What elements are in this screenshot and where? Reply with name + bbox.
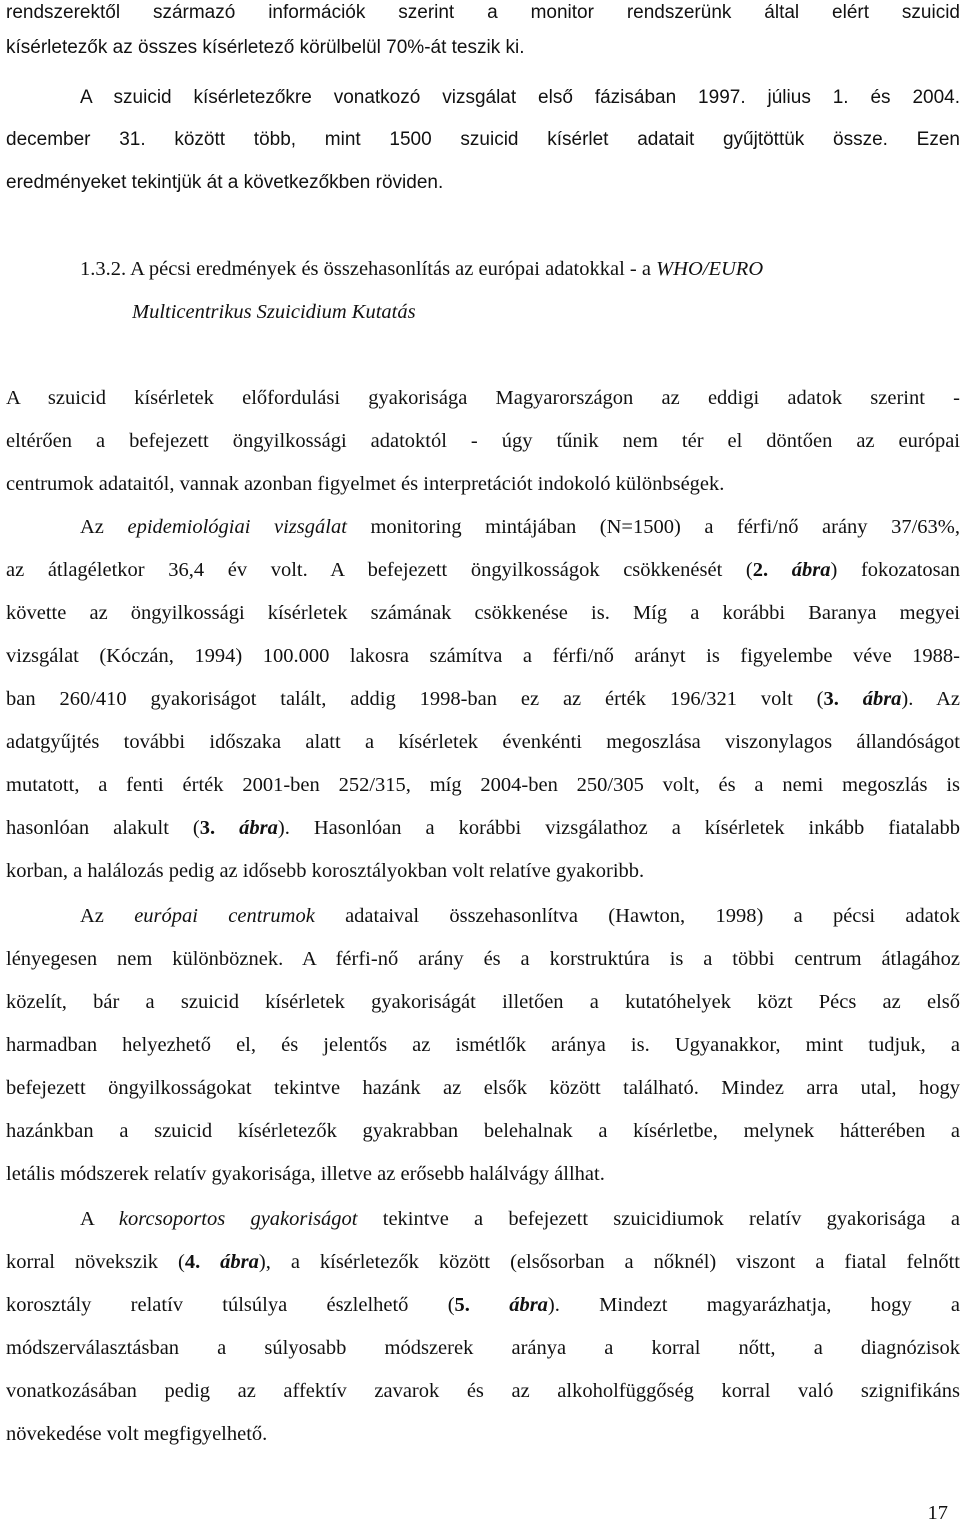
p4-l2-a: korral növekszik (: [6, 1251, 185, 1273]
p3-l1-italic: európai centrumok: [134, 905, 315, 927]
p4-l3-c: ). Mindezt magyarázhatja, hogy a: [547, 1294, 960, 1316]
p3-line-5: befejezett öngyilkosságokat tekintve hazánk az elsők között található. Mindez arra utal, hogy: [6, 1077, 960, 1099]
section-heading-line-2: Multicentrikus Szuicidium Kutatás: [132, 301, 416, 323]
p2-l5-fig-word: ábra: [862, 688, 902, 710]
p4-line-2: [6, 1249, 960, 1275]
section-heading-text: 1.3.2. A pécsi eredmények és összehasonlítás az európai adatokkal - a: [80, 258, 657, 280]
intro-line-4: december 31. között több, mint 1500 szuicid kísérlet adatait gyűjtöttük össze. Ezen: [6, 129, 960, 150]
p2-line-1: [80, 514, 960, 540]
p2-l2-a: az átlagéletkor 36,4 év volt. A befejezett öngyilkosságok csökkenését (: [6, 559, 753, 581]
p1-line-2: eltérően a befejezett öngyilkossági adatoktól - úgy tűnik nem tér el döntően az európai: [6, 430, 960, 452]
p2-line-6: adatgyűjtés további időszaka alatt a kísérletek évenkénti megoszlása viszonylagos állandóságot: [6, 731, 960, 753]
p3-line-3: közelít, bár a szuicid kísérletek gyakoriságát illetően a kutatóhelyek közt Pécs az első: [6, 991, 960, 1013]
p2-l5-fig-num: 3.: [823, 688, 863, 710]
p1-line-1: A szuicid kísérletek előfordulási gyakorisága Magyarországon az eddigi adatok szerint -: [6, 387, 960, 409]
p2-line-8: [6, 815, 960, 841]
p2-line-9: korban, a halálozás pedig az idősebb korosztályokban volt relatíve gyakoribb.: [6, 860, 645, 882]
p4-line-3: [6, 1292, 960, 1318]
p4-line-4: módszerválasztásban a súlyosabb módszerek aránya a korral nőtt, a diagnózisok: [6, 1337, 960, 1359]
intro-line-5: eredményeket tekintjük át a következőkben röviden.: [6, 172, 444, 193]
p4-l2-c: ), a kísérletezők között (elsősorban a nőknél) viszont a fiatal felnőtt: [258, 1251, 960, 1273]
p2-l8-fig-num: 3.: [199, 817, 240, 839]
p4-l1-a: A: [80, 1208, 119, 1230]
p2-l2-fig-word: ábra: [791, 559, 831, 581]
p2-l8-c: ). Hasonlóan a korábbi vizsgálathoz a kísérletek inkább fiatalabb: [277, 817, 960, 839]
p4-l3-a: korosztály relatív túlsúlya észlelhető (: [6, 1294, 455, 1316]
p2-l2-c: ) fokozatosan: [830, 559, 960, 581]
section-heading: [80, 256, 960, 282]
p2-line-4: vizsgálat (Kóczán, 1994) 100.000 lakosra számítva a férfi/nő arányt is figyelembe véve 1988-: [6, 645, 960, 667]
p4-line-5: vonatkozásában pedig az affektív zavarok és az alkoholfüggőség korral való szignifikáns: [6, 1380, 960, 1402]
p2-line-5: [6, 686, 960, 712]
p3-line-6: hazánkban a szuicid kísérletezők gyakrabban belehalnak a kísérletbe, melynek hátterében a: [6, 1120, 960, 1142]
p3-line-1: [80, 903, 960, 929]
p4-line-1: [80, 1206, 960, 1232]
p4-l3-fig-word: ábra: [509, 1294, 548, 1316]
p4-l2-fig-word: ábra: [220, 1251, 259, 1273]
p3-line-2: lényegesen nem különböznek. A férfi-nő arány és a korstruktúra is a többi centrum átlagához: [6, 948, 960, 970]
p3-line-4: harmadban helyezhető el, és jelentős az ismétlők aránya is. Ugyanakkor, mint tudjuk, a: [6, 1034, 960, 1056]
p4-l3-fig-num: 5.: [454, 1294, 510, 1316]
p4-l1-b: tekintve a befejezett szuicidiumok relatív gyakorisága a: [357, 1208, 960, 1230]
p2-l8-fig-word: ábra: [239, 817, 278, 839]
p4-line-6: növekedése volt megfigyelhető.: [6, 1423, 268, 1445]
p2-l1-a: Az: [80, 516, 128, 538]
p2-l2-fig-num: 2.: [752, 559, 792, 581]
p2-l8-a: hasonlóan alakult (: [6, 817, 200, 839]
p3-l1-b: adataival összehasonlítva (Hawton, 1998) a pécsi adatok: [314, 905, 960, 927]
p2-l1-b: monitoring mintájában (N=1500) a férfi/nő arány 37/63%,: [346, 516, 960, 538]
intro-line-3: A szuicid kísérletezőkre vonatkozó vizsgálat első fázisában 1997. július 1. és 2004.: [80, 87, 960, 108]
p2-l5-a: ban 260/410 gyakoriságot talált, addig 1998-ban ez az érték 196/321 volt (: [6, 688, 824, 710]
p2-line-2: [6, 557, 960, 583]
p4-l1-italic: korcsoportos gyakoriságot: [118, 1208, 358, 1230]
p4-l2-fig-num: 4.: [184, 1251, 221, 1273]
p2-line-3: követte az öngyilkossági kísérletek számának csökkenése is. Míg a korábbi Baranya megyei: [6, 602, 960, 624]
section-heading-who-euro: WHO/EURO: [656, 258, 764, 280]
p1-line-3: centrumok adataitól, vannak azonban figyelmet és interpretációt indokoló különbségek.: [6, 473, 725, 495]
p3-line-7: letális módszerek relatív gyakorisága, illetve az erősebb halálvágy állhat.: [6, 1163, 605, 1185]
p2-l1-italic: epidemiológiai vizsgálat: [127, 516, 347, 538]
intro-line-2: kísérletezők az összes kísérletező körülbelül 70%-át teszik ki.: [6, 37, 525, 58]
intro-line-1: rendszerektől származó információk szerint a monitor rendszerünk által elért szuicid: [6, 2, 960, 23]
p2-l5-c: ). Az: [901, 688, 960, 710]
p3-l1-a: Az: [80, 905, 135, 927]
page-number: 17: [927, 1502, 948, 1524]
p2-line-7: mutatott, a fenti érték 2001-ben 252/315, míg 2004-ben 250/305 volt, és a nemi megoszlás is: [6, 774, 960, 796]
